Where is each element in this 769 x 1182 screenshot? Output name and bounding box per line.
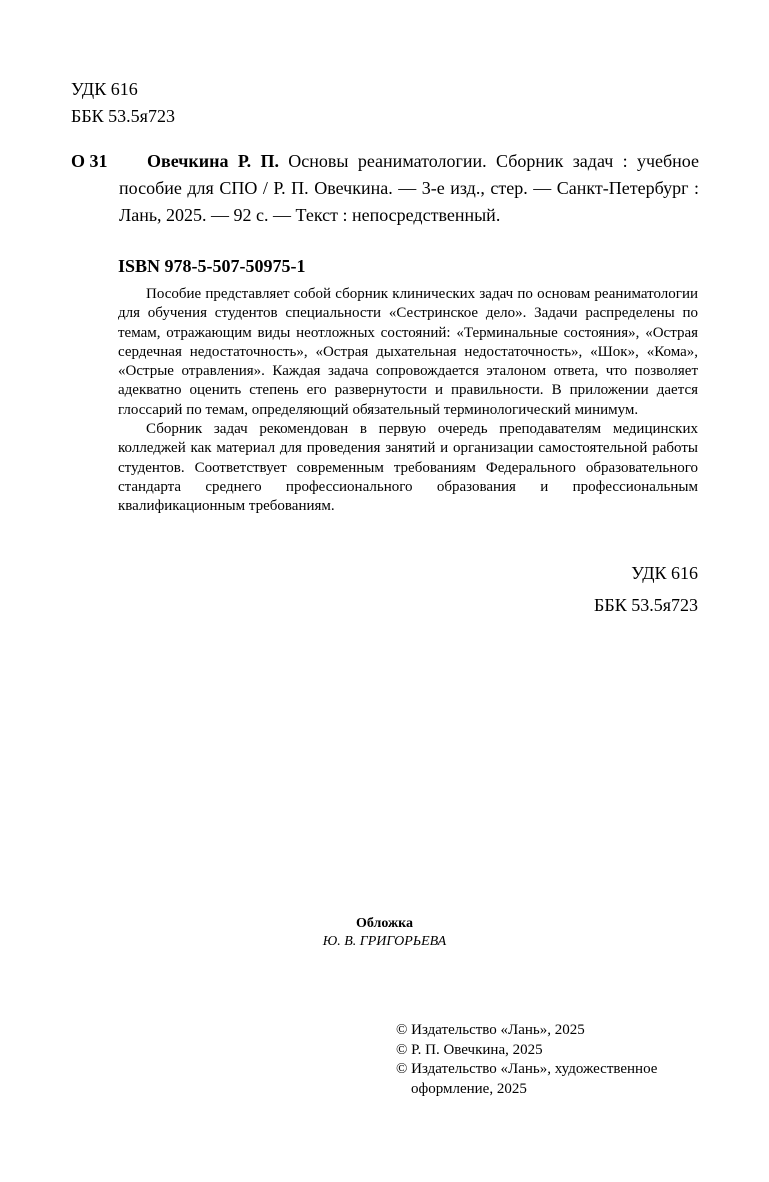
isbn: ISBN 978-5-507-50975-1 bbox=[118, 256, 306, 276]
cover-credits bbox=[0, 915, 769, 951]
author-sign-code: О 31 bbox=[71, 151, 108, 171]
bottom-classification-codes bbox=[594, 557, 698, 621]
bibliographic-entry bbox=[71, 148, 699, 229]
udk-code: УДК 616 bbox=[71, 79, 138, 99]
copyright-design: © Издательство «Лань», художественное bbox=[396, 1061, 658, 1077]
author-name: Овечкина Р. П. bbox=[147, 151, 279, 171]
copyright-block bbox=[396, 1021, 657, 1099]
copyright-publisher: © Издательство «Лань», 2025 bbox=[396, 1022, 585, 1038]
top-classification-codes bbox=[71, 76, 175, 130]
title-and-imprint: Основы реаниматологии. Сборник задач : учебное пособие для СПО / Р. П. Овечкина. — 3-е изд., стер. — Санкт-Петербург : Лань, 2025. — 92 с. — Текст : непосредственный. bbox=[119, 151, 699, 225]
bbk-code-bottom: ББК 53.5я723 bbox=[594, 595, 698, 615]
annotation-paragraph-2: Сборник задач рекомендован в первую очередь преподавателям медицинских колледжей как материал для проведения занятий и организации самостоятельной работы студентов. Соответствует современным требованиям Федерального образовательного стандарта среднего профессионального образования и профессиональным квалификационным требованиям. bbox=[118, 421, 698, 515]
annotation bbox=[118, 285, 698, 517]
bibliographic-description bbox=[119, 148, 699, 229]
copyright-design-continued: оформление, 2025 bbox=[411, 1080, 527, 1097]
cover-label: Обложка bbox=[355, 916, 414, 931]
copyright-author: © Р. П. Овечкина, 2025 bbox=[396, 1041, 543, 1058]
cover-designer: Ю. В. ГРИГОРЬЕВА bbox=[322, 934, 447, 949]
udk-code-bottom: УДК 616 bbox=[631, 563, 698, 583]
bbk-code: ББК 53.5я723 bbox=[71, 106, 175, 126]
annotation-paragraph-1: Пособие представляет собой сборник клинических задач по основам реаниматологии для обучения студентов специальности «Сестринское дело». Задачи распределены по темам, отражающим виды неотложных состояний: «Терминальные состояния», «Острая сердечная недостаточность», «Острая дыхательная недостаточность», «Шок», «Кома», «Острые отравления». Каждая задача сопровождается эталоном ответа, что позволяет адекватно оценить степень его развернутости и правильности. В приложении дается глоссарий по темам, определяющий обязательный терминологический минимум. bbox=[118, 286, 698, 418]
